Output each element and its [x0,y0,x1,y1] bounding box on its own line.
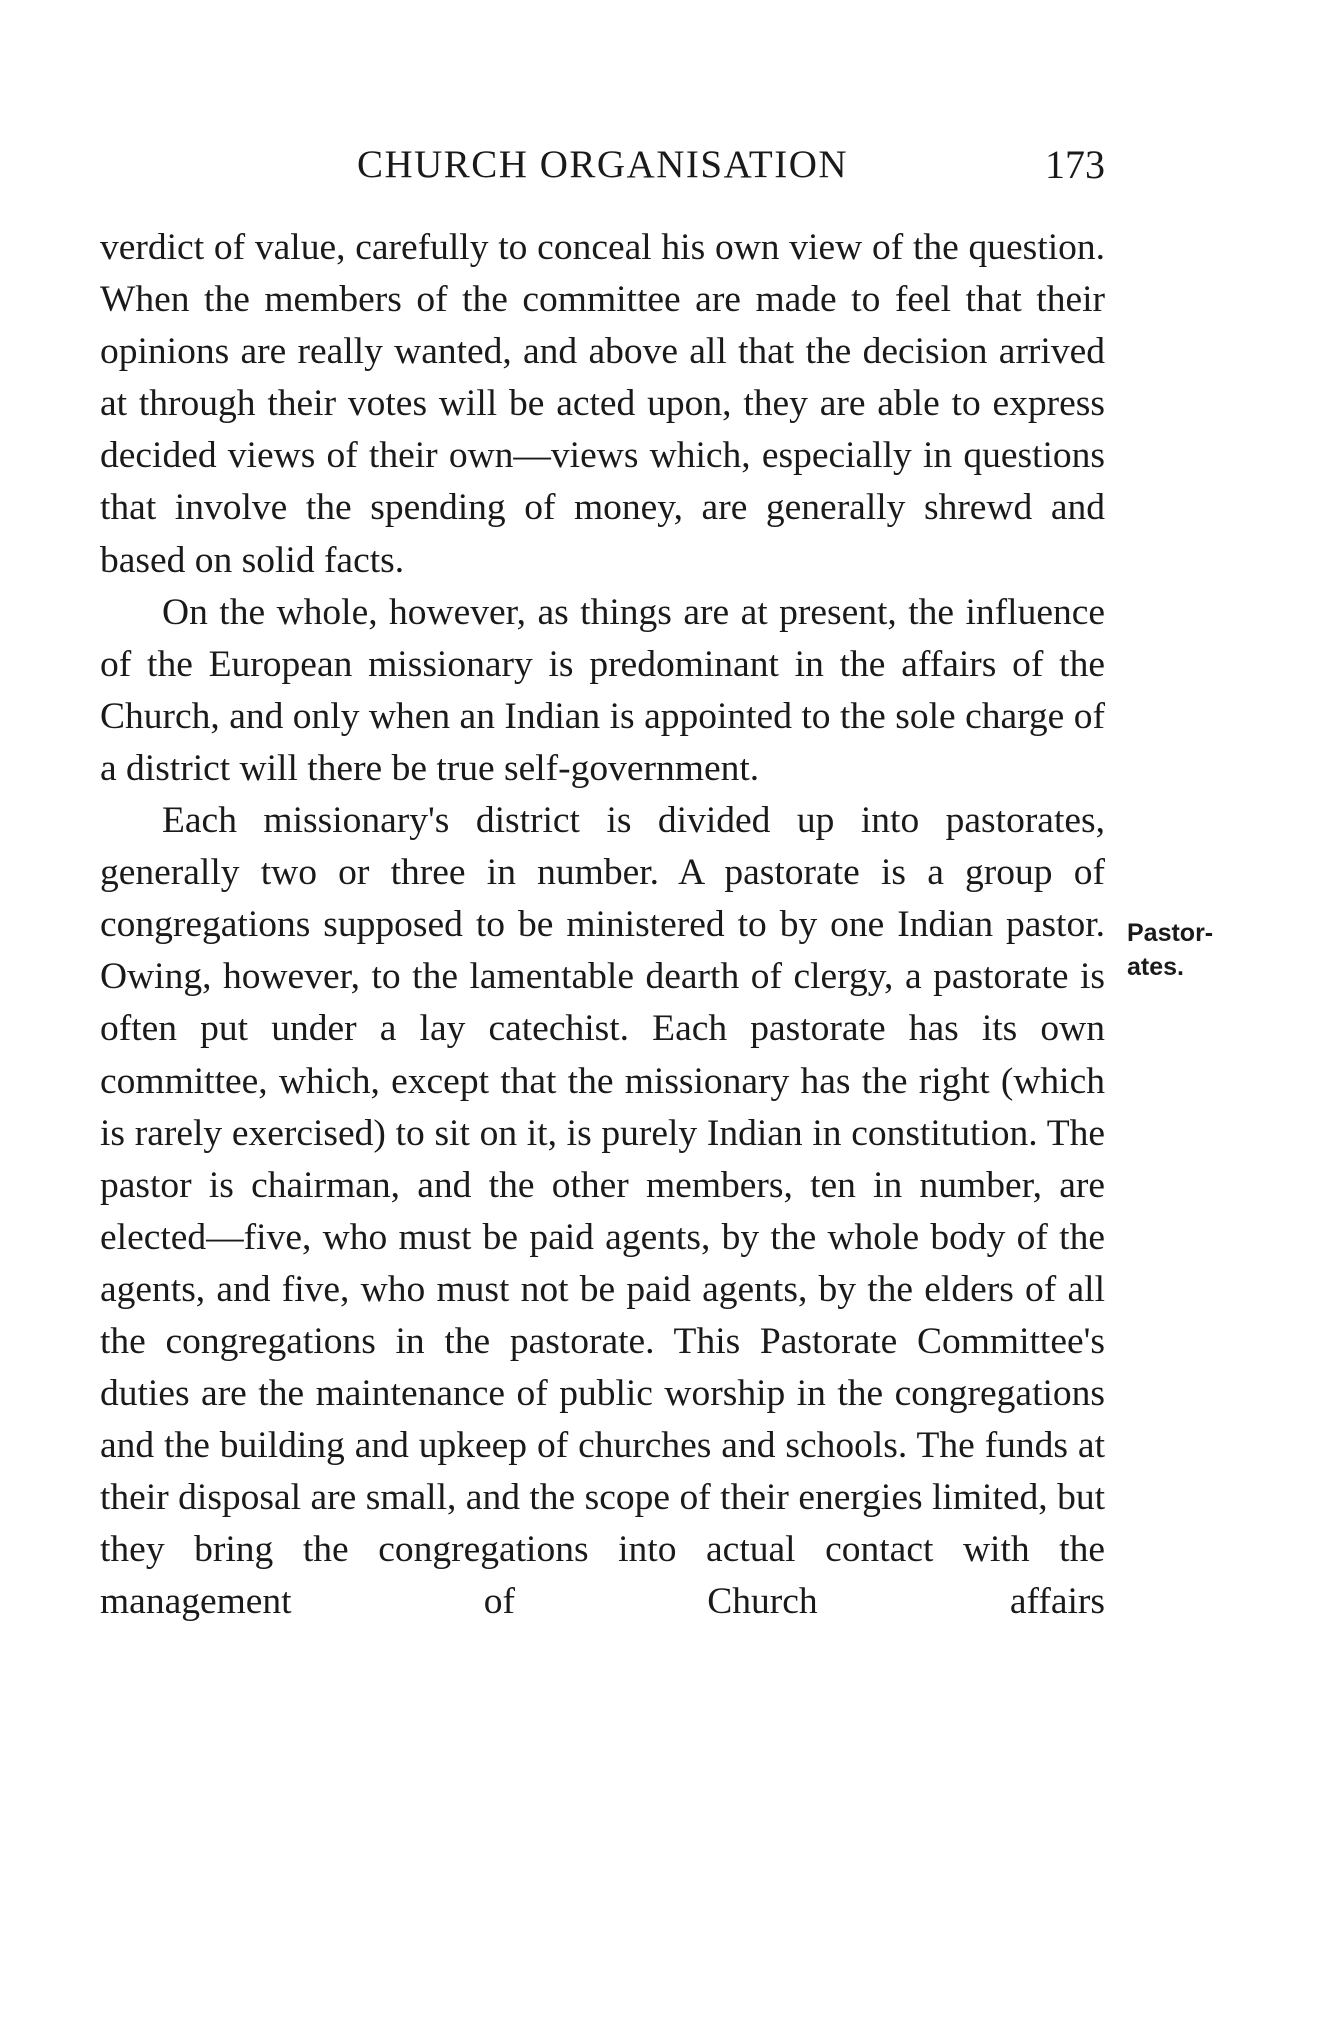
running-head [100,140,1105,190]
paragraph-influence: On the whole, however, as things are at present, the influence of the European missionary is predominant in the affairs of the Church, and only when an Indian is appointed to the sole charge of a district will there be true self-government. [100,591,1105,789]
paragraph-continuation: verdict of value, carefully to conceal his own view of the question. When the members of the committee are made to feel that their opinions are really wanted, and above all that the decision arrived at through their votes will be acted upon, they are able to express decided views of their own—views which, especially in questions that involve the spending of money, are generally shrewd and based on solid facts. [100,227,1105,581]
running-title: CHURCH ORGANISATION [356,143,849,186]
margin-note-line: ates. [1127,953,1184,981]
body-text [100,222,1105,1629]
margin-note-line: Pastor- [1127,919,1214,947]
margin-note [1127,916,1247,984]
paragraph-pastorates: Each missionary's district is divided up into pastorates, generally two or three in number. A pastorate is a group of congregations supposed to be ministered to by one Indian pastor. Owing, however, to the lamentable dearth of clergy, a pastorate is often put under a lay catechist. Each pastorate has its own committee, which, except that the missionary has the right (which is rarely exercised) to sit on it, is purely Indian in constitution. The pastor is chairman, and the other members, ten in number, are elected—five, who must be paid agents, by the whole body of the agents, and five, who must not be paid agents, by the elders of all the congregations in the pastorate. This Pastorate Committee's duties are the maintenance of public worship in the congregations and the building and upkeep of churches and schools. The funds at their disposal are small, and the scope of their energies limited, but they bring the congregations into actual contact with the management of Church affairs [100,800,1105,1623]
page-number: 173 [1045,142,1105,187]
